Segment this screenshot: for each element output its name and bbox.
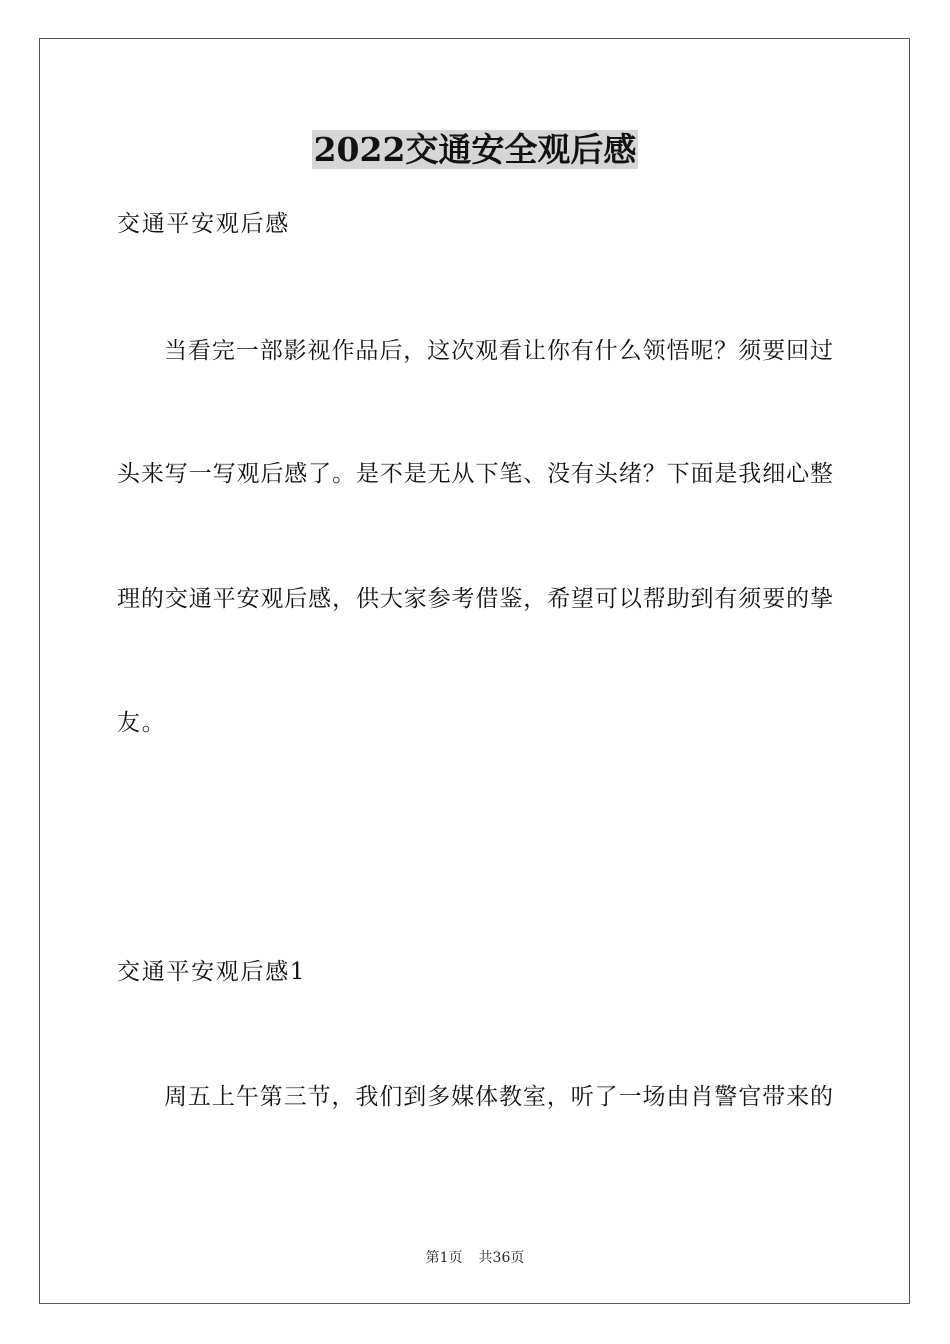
paragraph-line: 当看完一部影视作品后，这次观看让你有什么领悟呢？须要回过 [164, 338, 833, 364]
page-number: 第1页 [425, 1250, 463, 1266]
document-subtitle: 交通平安观后感 [117, 211, 290, 237]
document-title-text: 2022交通安全观后感 [313, 130, 637, 169]
paragraph-line: 友。 [117, 710, 167, 736]
section-heading: 交通平安观后感1 [117, 959, 307, 985]
page-footer [0, 1248, 950, 1268]
page-total: 共36页 [478, 1250, 525, 1266]
paragraph-line: 理的交通平安观后感，供大家参考借鉴，希望可以帮助到有须要的挚 [117, 586, 833, 612]
paragraph-line: 周五上午第三节，我们到多媒体教室，听了一场由肖警官带来的 [164, 1084, 833, 1110]
paragraph-line: 头来写一写观后感了。是不是无从下笔、没有头绪？下面是我细心整 [117, 461, 833, 487]
document-title [0, 128, 950, 172]
